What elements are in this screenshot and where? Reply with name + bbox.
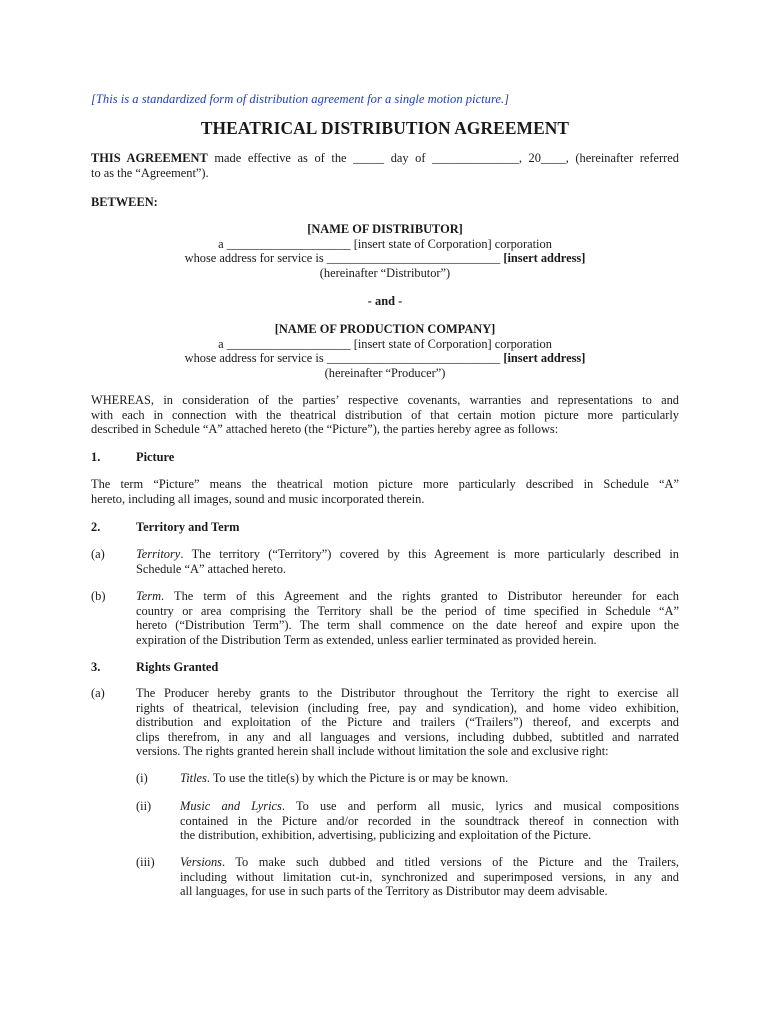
section-1-number: 1. [91, 450, 101, 464]
intro-lead: THIS AGREEMENT [91, 151, 208, 165]
distributor-name: [NAME OF DISTRIBUTOR] [307, 222, 463, 236]
section-3-number: 3. [91, 660, 101, 674]
producer-name: [NAME OF PRODUCTION COMPANY] [274, 322, 496, 336]
section-1-line-2: hereto, including all images, sound and music incorporated therein. [91, 491, 425, 506]
section-3a-body: The Producer hereby grants to the Distributor throughout the Territory the right to exercise all rights of theatrical, television (including free, pay and syndication), and home video exhibition, distribution and exploitation of the Picture and trailers (“Trailers”) thereof, and excerpts and clips therefrom, in any and all languages and versions, including dubbed, subtitled and narrated versions. The rights granted herein shall include without limitation the sole and exclusive right: [136, 686, 679, 759]
section-3-heading: Rights Granted [136, 660, 219, 674]
section-2b-term: Term [136, 589, 162, 603]
and-separator: - and - [367, 294, 403, 308]
editor-note: [This is a standardized form of distribution agreement for a single motion picture.] [91, 92, 510, 106]
section-1-heading: Picture [136, 450, 175, 464]
producer-defined-term: (hereinafter “Producer”) [324, 365, 446, 380]
section-2b-label: (b) [91, 589, 106, 603]
section-2b-body: Term. The term of this Agreement and the rights granted to Distributor hereunder for each country or area comprising the Territory shall be the period of time specified in Schedule “A” hereto (“Distribution Term”). The term shall commence on the date hereof and expire upon the expiration of the Distribution Term as extended, unless earlier terminated as provided herein. [136, 589, 679, 647]
section-1-body [91, 477, 679, 506]
music-lyrics-term: Music and Lyrics [180, 799, 282, 813]
distributor-defined-term: (hereinafter “Distributor”) [319, 265, 451, 280]
intro-line-1: THIS AGREEMENT made effective as of the _____ day of ______________, 20____, (hereinafter referred [91, 151, 679, 165]
whereas-line-3: described in Schedule “A” attached hereto (the “Picture”), the parties hereby agree as follows: [91, 422, 559, 437]
section-3a-i-body: Titles. To use the title(s) by which the Picture is or may be known. [180, 771, 509, 785]
section-2-number: 2. [91, 520, 101, 534]
section-2a-term: Territory [136, 547, 181, 561]
section-2-heading: Territory and Term [136, 520, 240, 534]
distributor-block [91, 222, 679, 280]
section-2a-body: Territory. The territory (“Territory”) covered by this Agreement is more particularly described in Schedule “A” attached hereto. [136, 547, 679, 576]
section-3a-ii-body: Music and Lyrics. To use and perform all music, lyrics and musical compositions contained in the Picture and/or recorded in the soundtrack thereof in connection with the distribution, exhibition, advertising, publicizing and exploitation of the Picture. [180, 799, 680, 843]
between-label: BETWEEN: [91, 195, 158, 209]
producer-corp-line: a ____________________ [insert state of Corporation] corporation [218, 336, 552, 351]
section-3a-i-label: (i) [136, 771, 148, 785]
whereas-paragraph [91, 393, 679, 437]
section-1-line-1: The term “Picture” means the theatrical motion picture more particularly described in Schedule “A” [91, 477, 679, 491]
section-3a-ii-label: (ii) [136, 799, 152, 813]
intro-paragraph [91, 151, 679, 180]
producer-block [91, 322, 679, 380]
producer-address-line: whose address for service is ____________________________ [insert address] [184, 351, 586, 366]
section-3a-iii-body: Versions. To make such dubbed and titled versions of the Picture and the Trailers, including without limitation cut-in, synchronized and superimposed versions, in any and all languages, for use in such parts of the Territory as Distributor may deem advisable. [180, 855, 679, 899]
titles-term: Titles [180, 771, 207, 785]
section-3a-iii-label: (iii) [136, 855, 155, 869]
distributor-corp-line: a ____________________ [insert state of Corporation] corporation [218, 236, 552, 251]
versions-term: Versions [180, 855, 222, 869]
agreement-title: THEATRICAL DISTRIBUTION AGREEMENT [200, 118, 570, 138]
intro-line-2: to as the “Agreement”). [91, 165, 209, 180]
whereas-line-1: WHEREAS, in consideration of the parties’ respective covenants, warranties and representations to and [91, 393, 679, 407]
whereas-line-2: with each in connection with the theatrical distribution of that certain motion picture more particularly [91, 407, 679, 422]
section-2a-label: (a) [91, 547, 105, 561]
section-3a-label: (a) [91, 686, 105, 700]
distributor-address-line: whose address for service is ____________________________ [insert address] [184, 251, 586, 266]
